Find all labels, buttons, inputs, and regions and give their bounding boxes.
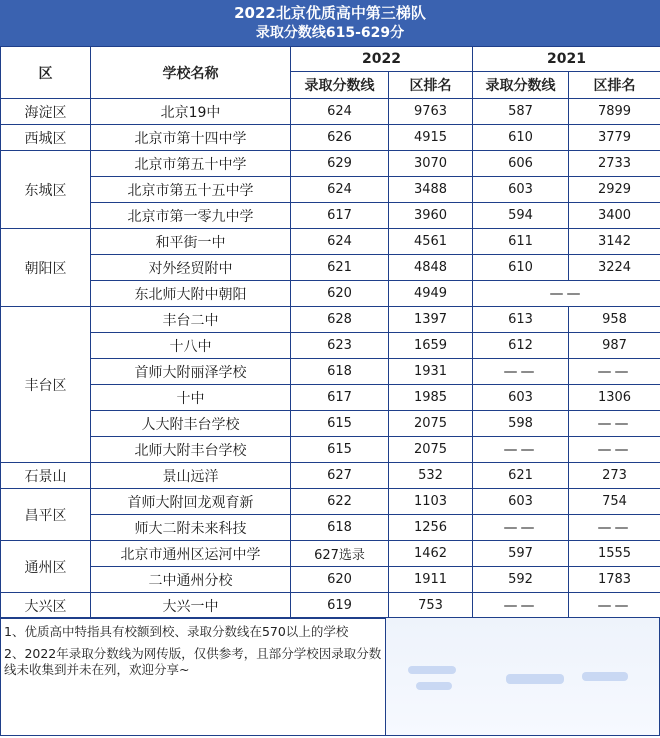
table-row xyxy=(1,307,660,333)
rank-2022-cell: 2075 xyxy=(389,411,473,437)
score-2022-cell: 624 xyxy=(291,177,389,203)
watermark-stroke xyxy=(506,674,564,684)
score-2021-cell: 598 xyxy=(473,411,569,437)
rank-2021-cell: 754 xyxy=(569,489,660,515)
rank-2021-cell: 3779 xyxy=(569,125,660,151)
school-name-cell: 二中通州分校 xyxy=(91,567,291,593)
school-name-cell: 北京市通州区运河中学 xyxy=(91,541,291,567)
district-cell: 通州区 xyxy=(1,541,91,593)
school-name-cell: 北京市第五十五中学 xyxy=(91,177,291,203)
school-name-cell: 和平街一中 xyxy=(91,229,291,255)
score-2021-cell: 610 xyxy=(473,125,569,151)
score-2022-cell: 618 xyxy=(291,515,389,541)
rank-2022-cell: 9763 xyxy=(389,99,473,125)
rank-2022-cell: 753 xyxy=(389,593,473,619)
rank-2022-cell: 1659 xyxy=(389,333,473,359)
school-name-cell: 景山远洋 xyxy=(91,463,291,489)
table-row xyxy=(1,151,660,177)
score-2021-cell: 621 xyxy=(473,463,569,489)
score-2022-cell: 615 xyxy=(291,437,389,463)
rank-2021-cell: 1783 xyxy=(569,567,660,593)
table-body xyxy=(1,99,660,619)
note-2: 2、2022年录取分数线为网传版，仅供参考，且部分学校因录取分数线未收集到并未在列，欢迎分享~ xyxy=(4,646,382,677)
rank-2022-cell: 1462 xyxy=(389,541,473,567)
school-name-cell: 东北师大附中朝阳 xyxy=(91,281,291,307)
score-2022-cell: 629 xyxy=(291,151,389,177)
notes-box xyxy=(0,617,386,736)
score-2022-cell: 622 xyxy=(291,489,389,515)
score-2021-cell: 610 xyxy=(473,255,569,281)
year-2022-header: 2022 xyxy=(291,47,473,72)
score-2021-cell: 613 xyxy=(473,307,569,333)
table-row xyxy=(1,125,660,151)
score-2021-cell: 603 xyxy=(473,385,569,411)
rank-2022-cell: 1911 xyxy=(389,567,473,593)
rank-2021-cell: 3142 xyxy=(569,229,660,255)
page-subtitle: 录取分数线615-629分 xyxy=(255,25,405,41)
rank-2021-cell: 2733 xyxy=(569,151,660,177)
score-2022-cell: 628 xyxy=(291,307,389,333)
table-row xyxy=(1,359,660,385)
table-row xyxy=(1,489,660,515)
school-name-cell: 北京市第五十中学 xyxy=(91,151,291,177)
district-cell: 石景山 xyxy=(1,463,91,489)
score-2022-cell: 621 xyxy=(291,255,389,281)
school-name-cell: 人大附丰台学校 xyxy=(91,411,291,437)
rank-2022-cell: 1985 xyxy=(389,385,473,411)
district-cell: 昌平区 xyxy=(1,489,91,541)
school-name-cell: 北京市第十四中学 xyxy=(91,125,291,151)
page-title: 2022北京优质高中第三梯队 xyxy=(234,4,426,22)
table-row xyxy=(1,177,660,203)
district-cell: 东城区 xyxy=(1,151,91,229)
school-name-cell: 丰台二中 xyxy=(91,307,291,333)
score-2022-cell: 624 xyxy=(291,99,389,125)
school-column-header: 学校名称 xyxy=(91,47,291,99)
table-row xyxy=(1,463,660,489)
score-2021-cell: —— xyxy=(473,515,569,541)
rank-2022-cell: 2075 xyxy=(389,437,473,463)
rank-2022-cell: 1256 xyxy=(389,515,473,541)
score-2021-cell: —— xyxy=(473,593,569,619)
school-name-cell: 北京市第一零九中学 xyxy=(91,203,291,229)
rank-2022-cell: 1931 xyxy=(389,359,473,385)
school-name-cell: 十八中 xyxy=(91,333,291,359)
rank-2022-cell: 1103 xyxy=(389,489,473,515)
rank-2022-header: 区排名 xyxy=(389,72,473,99)
score-2022-cell: 626 xyxy=(291,125,389,151)
note-1: 1、优质高中特指具有校额到校、录取分数线在570以上的学校 xyxy=(4,624,349,639)
score-2022-cell: 623 xyxy=(291,333,389,359)
school-name-cell: 师大二附未来科技 xyxy=(91,515,291,541)
score-2021-cell: 597 xyxy=(473,541,569,567)
score-2021-cell: 603 xyxy=(473,489,569,515)
rank-2022-cell: 4915 xyxy=(389,125,473,151)
rank-2022-cell: 4949 xyxy=(389,281,473,307)
school-name-cell: 首师大附回龙观育新 xyxy=(91,489,291,515)
table-row xyxy=(1,333,660,359)
watermark-stroke xyxy=(582,672,628,681)
score-2021-cell: 606 xyxy=(473,151,569,177)
rank-2022-cell: 1397 xyxy=(389,307,473,333)
table-row xyxy=(1,99,660,125)
rank-2021-cell: 273 xyxy=(569,463,660,489)
table-row xyxy=(1,255,660,281)
school-name-cell: 北京19中 xyxy=(91,99,291,125)
score-2022-cell: 620 xyxy=(291,567,389,593)
district-cell: 朝阳区 xyxy=(1,229,91,307)
watermark-stroke xyxy=(408,666,456,674)
table-row xyxy=(1,385,660,411)
title-banner xyxy=(0,0,660,46)
school-name-cell: 对外经贸附中 xyxy=(91,255,291,281)
table-row xyxy=(1,437,660,463)
year-2021-header: 2021 xyxy=(473,47,660,72)
rank-2021-cell: 7899 xyxy=(569,99,660,125)
rank-2021-header: 区排名 xyxy=(569,72,660,99)
table-row xyxy=(1,229,660,255)
score-2021-header: 录取分数线 xyxy=(473,72,569,99)
school-name-cell: 十中 xyxy=(91,385,291,411)
score-2022-cell: 617 xyxy=(291,203,389,229)
score-2021-cell: 594 xyxy=(473,203,569,229)
table-header xyxy=(1,47,660,99)
school-name-cell: 北师大附丰台学校 xyxy=(91,437,291,463)
district-cell: 丰台区 xyxy=(1,307,91,463)
table-row xyxy=(1,567,660,593)
score-2021-cell: 612 xyxy=(473,333,569,359)
district-cell: 大兴区 xyxy=(1,593,91,619)
rank-2022-cell: 3070 xyxy=(389,151,473,177)
decorative-panel xyxy=(386,617,660,736)
school-name-cell: 大兴一中 xyxy=(91,593,291,619)
score-2022-cell: 619 xyxy=(291,593,389,619)
footer xyxy=(0,617,660,738)
rank-2022-cell: 3488 xyxy=(389,177,473,203)
rank-2021-cell: 958 xyxy=(569,307,660,333)
score-table xyxy=(0,46,660,619)
table-row xyxy=(1,411,660,437)
rank-2022-cell: 4561 xyxy=(389,229,473,255)
rank-2021-cell: —— xyxy=(569,437,660,463)
score-2022-cell: 620 xyxy=(291,281,389,307)
rank-2021-cell: —— xyxy=(569,593,660,619)
rank-2021-cell: 3400 xyxy=(569,203,660,229)
table-row xyxy=(1,281,660,307)
score-2022-cell: 615 xyxy=(291,411,389,437)
score-2022-cell: 627 xyxy=(291,463,389,489)
rank-2021-cell: —— xyxy=(569,515,660,541)
rank-2022-cell: 3960 xyxy=(389,203,473,229)
table-row xyxy=(1,541,660,567)
table-row xyxy=(1,515,660,541)
district-column-header: 区 xyxy=(1,47,91,99)
school-name-cell: 首师大附丽泽学校 xyxy=(91,359,291,385)
rank-2021-cell: —— xyxy=(569,411,660,437)
rank-2021-cell: —— xyxy=(569,359,660,385)
rank-2021-cell: 1555 xyxy=(569,541,660,567)
rank-2021-cell: 987 xyxy=(569,333,660,359)
rank-2022-cell: 4848 xyxy=(389,255,473,281)
watermark-stroke xyxy=(416,682,452,690)
score-2021-cell: 587 xyxy=(473,99,569,125)
rank-2021-cell: 2929 xyxy=(569,177,660,203)
score-2022-cell: 627选录 xyxy=(291,541,389,567)
rank-2022-cell: 532 xyxy=(389,463,473,489)
rank-2021-cell: 3224 xyxy=(569,255,660,281)
no-data-2021-cell: —— xyxy=(473,281,660,307)
score-2022-cell: 618 xyxy=(291,359,389,385)
table-row xyxy=(1,593,660,619)
score-2022-header: 录取分数线 xyxy=(291,72,389,99)
table-row xyxy=(1,203,660,229)
score-2022-cell: 617 xyxy=(291,385,389,411)
score-2022-cell: 624 xyxy=(291,229,389,255)
score-2021-cell: 603 xyxy=(473,177,569,203)
rank-2021-cell: 1306 xyxy=(569,385,660,411)
score-2021-cell: 611 xyxy=(473,229,569,255)
district-cell: 海淀区 xyxy=(1,99,91,125)
district-cell: 西城区 xyxy=(1,125,91,151)
score-2021-cell: —— xyxy=(473,437,569,463)
score-2021-cell: 592 xyxy=(473,567,569,593)
score-2021-cell: —— xyxy=(473,359,569,385)
